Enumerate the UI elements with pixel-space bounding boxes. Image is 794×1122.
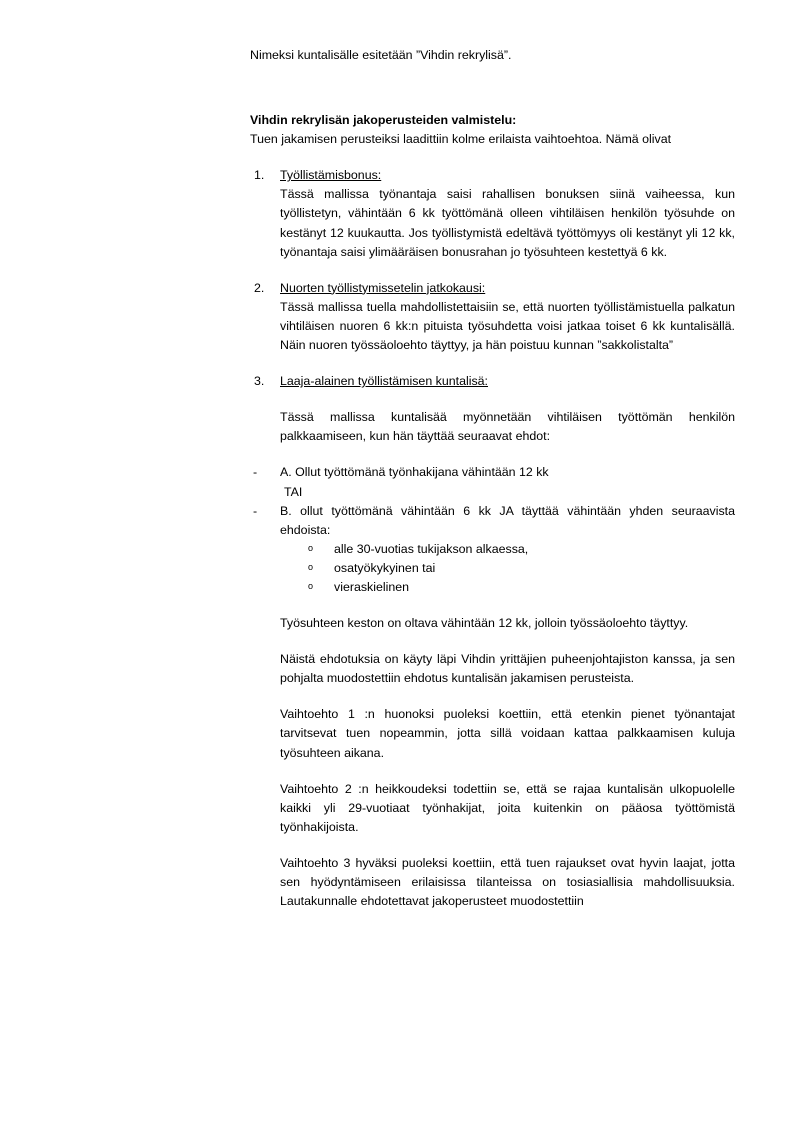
dash-content [280,463,735,501]
circle-bullet-icon: o [308,580,314,591]
list-item [250,166,735,261]
list-content [280,372,735,446]
list-item-title: Nuorten työllistymissetelin jatkokausi: [280,280,486,295]
list-item-text: Tässä mallissa tuella mahdollistettaisiin se, että nuorten työllistämistuella palkatun vihtiläisen nuoren 6 kk:n pituista työsuhdetta voisi jatkaa toiset 6 kk kuntalisällä. Näin nuoren työssäoloehto täyttyy, ja hän poistuu kunnan ”sakkolistalta” [280,299,735,353]
spacer [280,391,735,408]
intro-line: Nimeksi kuntalisälle esitetään ”Vihdin rekrylisä”. [250,48,512,62]
dash-list-item [250,463,735,501]
spacer [250,688,735,705]
dash-content: B. ollut työttömänä vähintään 6 kk JA täyttää vähintään yhden seuraavista ehdoista: [280,503,735,537]
closing-paragraph: Vaihtoehto 2 :n heikkoudeksi todettiin se, että se rajaa kuntalisän ulkopuolelle kaikki yli 29-vuotiaat työnhakijat, joita kuitenkin on pääosa työttömistä työnhakijoista. [280,781,735,834]
list-marker: 3. [254,374,265,389]
list-item-text: Tässä mallissa kuntalisää myönnetään vihtiläisen työttömän henkilön palkkaamiseen, kun hän täyttää seuraavat ehdot: [280,410,735,444]
closing-paragraph: Työsuhteen keston on oltava vähintään 12 kk, jolloin työssäoloehto täyttyy. [280,616,689,631]
list-marker: 1. [254,168,265,183]
section-intro: Tuen jakamisen perusteiksi laadittiin kolme erilaista vaihtoehtoa. Nämä olivat [250,132,672,147]
closing-paragraph: Vaihtoehto 1 :n huonoksi puoleksi koettiin, että etenkin pienet työnantajat tarvitsevat tuen nopeammin, jotta sillä voidaan kattaa palkkaamisen kuluja työsuhteen aikana. [280,707,735,760]
sub-list-text: osatyökykyinen tai [334,560,436,575]
dash-list-item [250,502,735,540]
document-body [250,46,735,911]
section-heading: Vihdin rekrylisän jakoperusteiden valmistelu: [250,113,517,128]
spacer [250,446,735,463]
sub-list-item [250,540,735,559]
dash-item-second-line: TAI [284,484,303,499]
list-item [250,372,735,446]
sub-list-text: alle 30-vuotias tukijakson alkaessa, [334,541,529,556]
list-item-title: Työllistämisbonus: [280,168,382,183]
closing-paragraph: Vaihtoehto 3 hyväksi puoleksi koettiin, että tuen rajaukset ovat hyvin laajat, jotta sen hyödyntämiseen erilaisissa tilanteissa on tosiasiallisia mahdollisuuksia. Lautakunnalle ehdotettavat jakoperusteet muodostettiin [280,855,735,909]
spacer [250,149,735,166]
list-content [280,166,735,261]
sub-list-text: vieraskielinen [334,579,410,594]
sub-list-item [250,578,735,597]
list-item-text: Tässä mallissa työnantaja saisi rahallisen bonuksen siinä vaiheessa, kun työllistetyn, vähintään 6 kk työttömänä olleen vihtiläisen henkilön työsuhde on kestänyt 12 kuukautta. Jos työllistymistä edeltävä työttömyys oli kestänyt yli 12 kk, työnantaja saisi ylimääräisen bonusrahan jo työsuhteen kestettyä 6 kk. [280,187,735,259]
circle-bullet-icon: o [308,542,314,553]
spacer [250,633,735,650]
list-marker: 2. [254,280,265,295]
list-item [250,279,735,355]
list-item-title: Laaja-alainen työllistämisen kuntalisä: [280,374,489,389]
dash-marker: - [253,465,258,480]
spacer [250,262,735,279]
list-content [280,279,735,355]
spacer [250,597,735,614]
dash-marker: - [253,503,258,518]
spacer [250,763,735,780]
sub-list-item [250,559,735,578]
spacer [250,65,735,111]
closing-paragraph: Näistä ehdotuksia on käyty läpi Vihdin yrittäjien puheenjohtajiston kanssa, ja sen pohjalta muodostettiin ehdotus kuntalisän jakamisen perusteista. [280,652,735,686]
dash-item-text: A. Ollut työttömänä työnhakijana vähintään 12 kk [280,465,549,480]
spacer [250,837,735,854]
circle-bullet-icon: o [308,561,314,572]
spacer [250,355,735,372]
